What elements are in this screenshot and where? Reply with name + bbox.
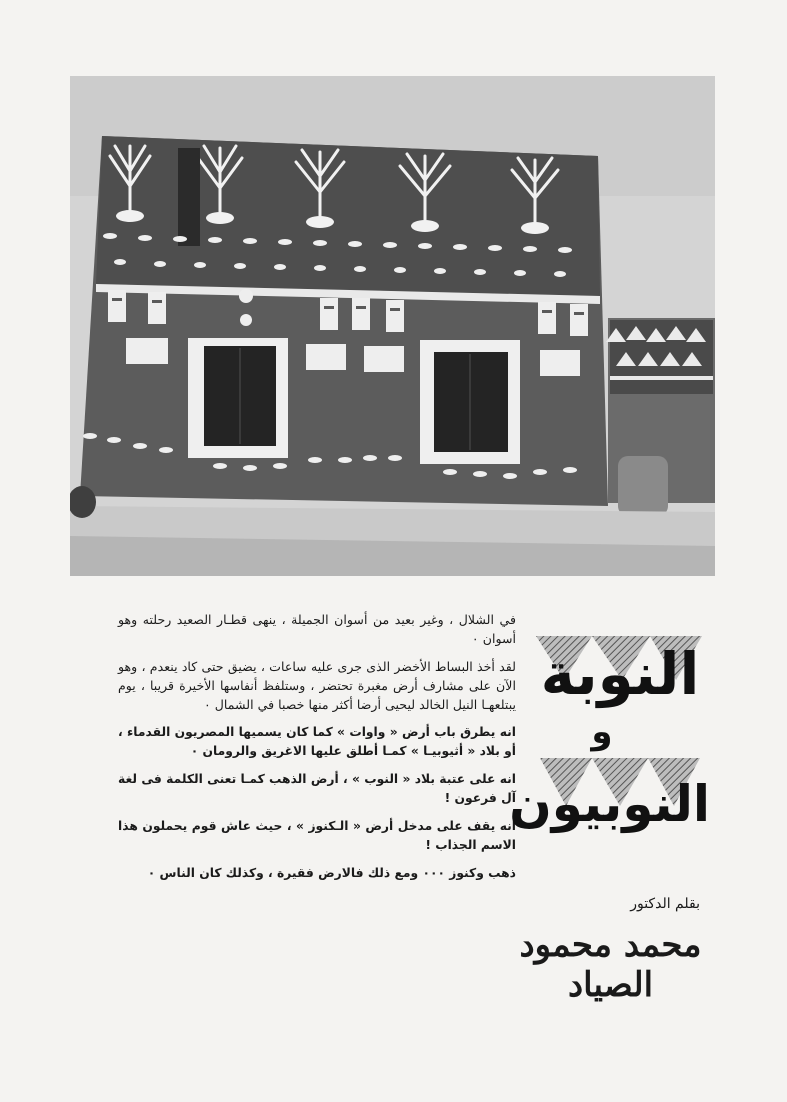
article-title	[509, 628, 710, 878]
nubian-house-photo	[70, 76, 715, 576]
paragraph-2: لقد أخذ البساط الأخضر الذى جرى عليه ساعات ، يضيق حتى كاد ينعدم ، وهو الآن على مشارف أرض مغبرة تحتضر ، وستلفظ أنفاسها الأخيرة قريبا ، يوم يبتلعهـا النيل الخالد ليحيى أرضا أكثر منها خصبا في الشمال ٠	[118, 659, 516, 712]
title-line-1: النوبة	[540, 640, 700, 708]
byline: بقلم الدكتور	[630, 896, 700, 912]
title-connector: و	[591, 712, 613, 752]
author-name: محمد محمود الصياد	[519, 925, 702, 1005]
photo-drawing	[70, 76, 715, 576]
paragraph-6: ذهب وكنوز ٠٠٠ ومع ذلك فالارض فقيرة ، وكذلك كان الناس ٠	[147, 866, 516, 880]
paragraph-5: انه يقف على مدخل أرض « الـكنوز » ، حيث عاش قوم يحملون هذا الاسم الجذاب !	[118, 819, 516, 852]
title-line-2: النوبيون	[509, 775, 710, 833]
paragraph-3: انه يطرق باب أرض « واوات » كما كان يسميها المصريون القدماء ، أو بلاد « أثيوبيـا » كمـا أطلق عليها الاغريق والرومان ٠	[118, 725, 516, 758]
paragraph-4: انه على عتبة بلاد « النوب » ، أرض الذهب كمـا تعنى الكلمة فى لغة آل فرعون !	[118, 772, 516, 805]
article-body	[118, 610, 516, 892]
paragraph-1: في الشلال ، وغير بعيد من أسوان الجميلة ، ينهى قطـار الصعيد رحلته وهو أسوان ٠	[118, 612, 516, 646]
